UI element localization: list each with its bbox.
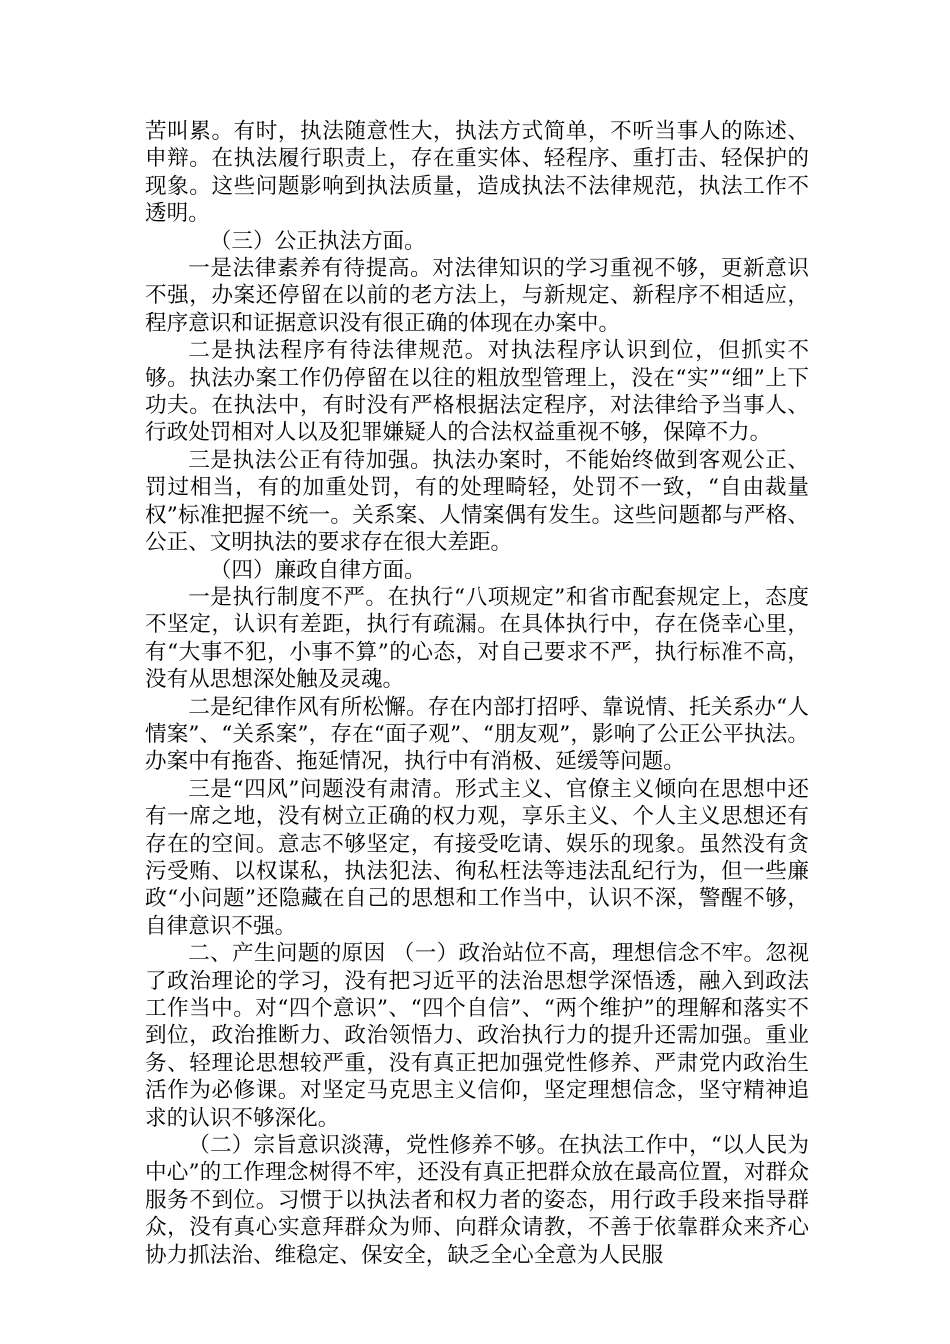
paragraph-causes-political-stance: 二、产生问题的原因 （一）政治站位不高，理想信念不牢。忽视了政治理论的学习，没有把习近平的法治思想学深悟透，融入到政法工作当中。对“四个意识”、“四个自信”、“两个维护”的理解和落实不到位，政治推断力、政治领悟力、政治执行力的提升还需加强。重业务、轻理论思想较严重，没有真正把加强党性修养、严肃党内政治生活作为必修课。对坚定马克思主义信仰，坚定理想信念，坚守精神追求的认识不够深化。 (145, 941, 809, 1131)
paragraph-four-winds: 三是“四风”问题没有肃清。形式主义、官僚主义倾向在思想中还有一席之地，没有树立正确的权力观，享乐主义、个人主义思想还有存在的空间。意志不够坚定，有接受吃请、娱乐的现象。虽然没有贪污受贿、以权谋私，执法犯法、徇私枉法等违法乱纪行为，但一些廉政“小问题”还隐藏在自己的思想和工作当中，认识不深，警醒不够，自律意识不强。 (145, 776, 809, 939)
document-page (145, 118, 809, 1269)
paragraph-purpose-awareness: （二）宗旨意识淡薄，党性修养不够。在执法工作中，“以人民为中心”的工作理念树得不牢，还没有真正把群众放在最高位置，对群众服务不到位。习惯于以执法者和权力者的姿态，用行政手段来指导群众，没有真心实意拜群众为师、向群众请教，不善于依靠群众来齐心协力抓法治、维稳定、保安全，缺乏全心全意为人民服 (145, 1133, 809, 1268)
section-heading-integrity: （四）廉政自律方面。 (209, 557, 426, 583)
paragraph-system-execution: 一是执行制度不严。在执行“八项规定”和省市配套规定上，态度不坚定，认识有差距，执行有疏漏。在具体执行中，存在侥幸心里，有“大事不犯，小事不算”的心态，对自己要求不严，执行标准不高，没有从思想深处触及灵魂。 (145, 584, 809, 693)
section-heading-fair-enforcement: （三）公正执法方面。 (209, 228, 426, 254)
paragraph-enforcement-procedure: 二是执法程序有待法律规范。对执法程序认识到位，但抓实不够。执法办案工作仍停留在以往的粗放型管理上，没在“实”“细”上下功夫。在执法中，有时没有严格根据法定程序，对法律给予当事人、行政处罚相对人以及犯罪嫌疑人的合法权益重视不够，保障不力。 (145, 338, 809, 446)
paragraph-enforcement-fairness: 三是执法公正有待加强。执法办案时，不能始终做到客观公正、罚过相当，有的加重处罚，有的处理畸轻，处罚不一致，“自由裁量权”标准把握不统一。关系案、人情案偶有发生。这些问题都与严格、公正、文明执法的要求存在很大差距。 (145, 447, 809, 556)
paragraph-legal-literacy: 一是法律素养有待提高。对法律知识的学习重视不够，更新意识不强，办案还停留在以前的老方法上，与新规定、新程序不相适应，程序意识和证据意识没有很正确的体现在办案中。 (145, 256, 809, 336)
paragraph-discipline-style: 二是纪律作风有所松懈。存在内部打招呼、靠说情、托关系办“人情案”、“关系案”，存在“面子观”、“朋友观”，影响了公正公平执法。办案中有拖沓、拖延情况，执行中有消极、延缓等问题。 (145, 694, 809, 775)
paragraph-continued-text: 苦叫累。有时，执法随意性大，执法方式简单，不听当事人的陈述、申辩。在执法履行职责上，存在重实体、轻程序、重打击、轻保护的现象。这些问题影响到执法质量，造成执法不法律规范，执法工作不透明。 (145, 119, 809, 227)
